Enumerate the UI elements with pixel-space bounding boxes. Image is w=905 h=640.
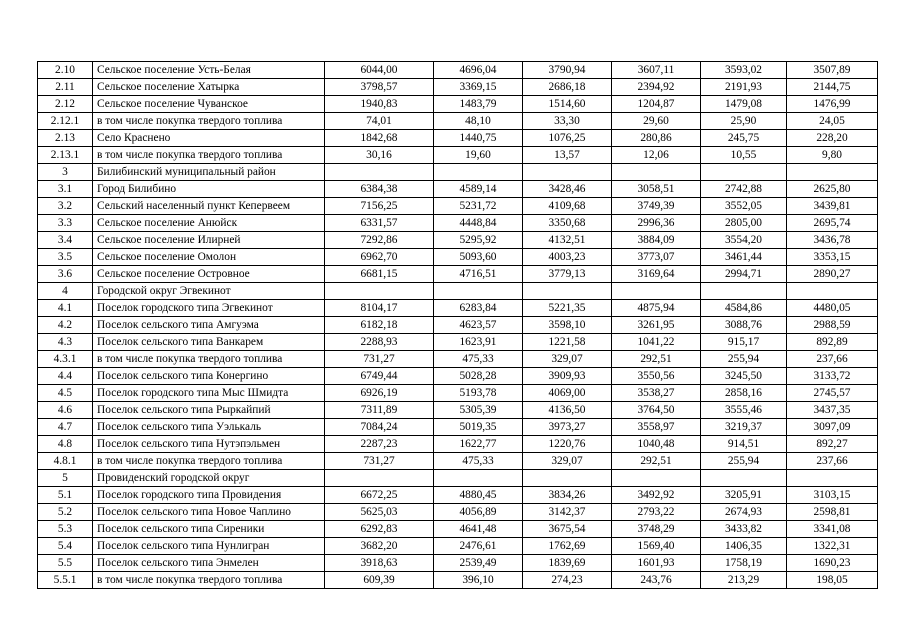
row-number-cell: 4.8.1 <box>38 453 93 470</box>
value-cell-4: 3884,09 <box>612 232 701 249</box>
table-row <box>38 300 878 317</box>
value-cell-6: 3437,35 <box>787 402 878 419</box>
value-cell-6: 237,66 <box>787 351 878 368</box>
value-cell-6 <box>787 164 878 181</box>
value-cell-3: 274,23 <box>523 572 612 589</box>
value-cell-3 <box>523 283 612 300</box>
table-row <box>38 572 878 589</box>
value-cell-2: 1483,79 <box>434 96 523 113</box>
table-row <box>38 147 878 164</box>
value-cell-3: 329,07 <box>523 351 612 368</box>
value-cell-2: 5295,92 <box>434 232 523 249</box>
row-number-cell: 2.13.1 <box>38 147 93 164</box>
settlement-name-cell: в том числе покупка твердого топлива <box>93 147 325 164</box>
value-cell-5: 213,29 <box>701 572 787 589</box>
value-cell-4 <box>612 283 701 300</box>
value-cell-6: 3353,15 <box>787 249 878 266</box>
value-cell-6: 3341,08 <box>787 521 878 538</box>
value-cell-4: 1204,87 <box>612 96 701 113</box>
value-cell-5: 3205,91 <box>701 487 787 504</box>
value-cell-3 <box>523 164 612 181</box>
settlement-name-cell: Поселок сельского типа Сиреники <box>93 521 325 538</box>
value-cell-5: 915,17 <box>701 334 787 351</box>
value-cell-5: 255,94 <box>701 351 787 368</box>
value-cell-3: 1220,76 <box>523 436 612 453</box>
value-cell-4: 3749,39 <box>612 198 701 215</box>
row-number-cell: 3.6 <box>38 266 93 283</box>
table-row <box>38 164 878 181</box>
value-cell-3: 3598,10 <box>523 317 612 334</box>
value-cell-5: 3552,05 <box>701 198 787 215</box>
value-cell-5: 2674,93 <box>701 504 787 521</box>
value-cell-4: 1569,40 <box>612 538 701 555</box>
value-cell-2: 5028,28 <box>434 368 523 385</box>
value-cell-2 <box>434 283 523 300</box>
value-cell-2: 4589,14 <box>434 181 523 198</box>
value-cell-2: 4641,48 <box>434 521 523 538</box>
value-cell-1 <box>325 470 434 487</box>
row-number-cell: 3 <box>38 164 93 181</box>
value-cell-6: 198,05 <box>787 572 878 589</box>
value-cell-1: 6182,18 <box>325 317 434 334</box>
value-cell-4: 3538,27 <box>612 385 701 402</box>
value-cell-2: 5019,35 <box>434 419 523 436</box>
value-cell-1: 74,01 <box>325 113 434 130</box>
settlement-name-cell: Поселок городского типа Эгвекинот <box>93 300 325 317</box>
settlement-name-cell: Сельское поселение Хатырка <box>93 79 325 96</box>
settlement-name-cell: Сельское поселение Усть-Белая <box>93 62 325 79</box>
table-row <box>38 113 878 130</box>
value-cell-5: 1758,19 <box>701 555 787 572</box>
value-cell-1 <box>325 164 434 181</box>
value-cell-6: 892,89 <box>787 334 878 351</box>
value-cell-6: 892,27 <box>787 436 878 453</box>
value-cell-3: 1514,60 <box>523 96 612 113</box>
value-cell-4: 3261,95 <box>612 317 701 334</box>
value-cell-5: 914,51 <box>701 436 787 453</box>
value-cell-5: 2994,71 <box>701 266 787 283</box>
row-number-cell: 4.3 <box>38 334 93 351</box>
value-cell-4: 2996,36 <box>612 215 701 232</box>
value-cell-6: 2144,75 <box>787 79 878 96</box>
value-cell-4: 3748,29 <box>612 521 701 538</box>
value-cell-3: 3428,46 <box>523 181 612 198</box>
value-cell-5: 2191,93 <box>701 79 787 96</box>
table-row <box>38 555 878 572</box>
value-cell-3: 5221,35 <box>523 300 612 317</box>
value-cell-3: 4136,50 <box>523 402 612 419</box>
settlement-name-cell: Провиденский городской округ <box>93 470 325 487</box>
settlement-name-cell: Город Билибино <box>93 181 325 198</box>
row-number-cell: 4 <box>38 283 93 300</box>
value-cell-4: 292,51 <box>612 351 701 368</box>
row-number-cell: 2.10 <box>38 62 93 79</box>
settlement-name-cell: Сельское поселение Илирней <box>93 232 325 249</box>
value-cell-3: 3790,94 <box>523 62 612 79</box>
row-number-cell: 5.1 <box>38 487 93 504</box>
value-cell-5: 3088,76 <box>701 317 787 334</box>
settlement-name-cell: Поселок сельского типа Конергино <box>93 368 325 385</box>
table-row <box>38 521 878 538</box>
settlement-name-cell: Сельское поселение Чуванское <box>93 96 325 113</box>
settlement-name-cell: в том числе покупка твердого топлива <box>93 572 325 589</box>
settlement-name-cell: в том числе покупка твердого топлива <box>93 351 325 368</box>
value-cell-2: 4880,45 <box>434 487 523 504</box>
value-cell-4: 3169,64 <box>612 266 701 283</box>
value-cell-3: 329,07 <box>523 453 612 470</box>
value-cell-5: 3245,50 <box>701 368 787 385</box>
value-cell-4: 3764,50 <box>612 402 701 419</box>
value-cell-2: 5231,72 <box>434 198 523 215</box>
value-cell-4: 243,76 <box>612 572 701 589</box>
value-cell-4: 29,60 <box>612 113 701 130</box>
value-cell-1: 609,39 <box>325 572 434 589</box>
table-row <box>38 385 878 402</box>
value-cell-2: 4056,89 <box>434 504 523 521</box>
value-cell-2: 4696,04 <box>434 62 523 79</box>
table-row <box>38 334 878 351</box>
value-cell-2: 3369,15 <box>434 79 523 96</box>
value-cell-4: 3558,97 <box>612 419 701 436</box>
value-cell-3: 3779,13 <box>523 266 612 283</box>
settlement-name-cell: Поселок сельского типа Уэлькаль <box>93 419 325 436</box>
value-cell-4: 3058,51 <box>612 181 701 198</box>
value-cell-4: 3492,92 <box>612 487 701 504</box>
value-cell-4: 1601,93 <box>612 555 701 572</box>
value-cell-4: 1041,22 <box>612 334 701 351</box>
value-cell-1: 6384,38 <box>325 181 434 198</box>
table-row <box>38 79 878 96</box>
table-row <box>38 453 878 470</box>
value-cell-2 <box>434 164 523 181</box>
value-cell-2: 48,10 <box>434 113 523 130</box>
value-cell-1: 7292,86 <box>325 232 434 249</box>
settlement-name-cell: Поселок сельского типа Нунлигран <box>93 538 325 555</box>
value-cell-6: 2695,74 <box>787 215 878 232</box>
value-cell-4: 3773,07 <box>612 249 701 266</box>
value-cell-1: 3798,57 <box>325 79 434 96</box>
value-cell-5: 3433,82 <box>701 521 787 538</box>
settlement-name-cell: Поселок сельского типа Амгуэма <box>93 317 325 334</box>
value-cell-1: 5625,03 <box>325 504 434 521</box>
table-row <box>38 402 878 419</box>
row-number-cell: 4.6 <box>38 402 93 419</box>
value-cell-1: 6681,15 <box>325 266 434 283</box>
value-cell-1 <box>325 283 434 300</box>
table-row <box>38 419 878 436</box>
value-cell-2: 5093,60 <box>434 249 523 266</box>
table-row <box>38 62 878 79</box>
value-cell-5: 3554,20 <box>701 232 787 249</box>
value-cell-6: 2598,81 <box>787 504 878 521</box>
settlement-name-cell: Село Краснено <box>93 130 325 147</box>
value-cell-2: 4716,51 <box>434 266 523 283</box>
value-cell-2: 4448,84 <box>434 215 523 232</box>
value-cell-1: 30,16 <box>325 147 434 164</box>
row-number-cell: 4.5 <box>38 385 93 402</box>
row-number-cell: 4.8 <box>38 436 93 453</box>
row-number-cell: 3.3 <box>38 215 93 232</box>
value-cell-1: 6331,57 <box>325 215 434 232</box>
row-number-cell: 4.7 <box>38 419 93 436</box>
value-cell-5: 245,75 <box>701 130 787 147</box>
row-number-cell: 3.2 <box>38 198 93 215</box>
value-cell-6: 3097,09 <box>787 419 878 436</box>
value-cell-2: 1623,91 <box>434 334 523 351</box>
value-cell-3 <box>523 470 612 487</box>
value-cell-5: 3461,44 <box>701 249 787 266</box>
value-cell-3: 3142,37 <box>523 504 612 521</box>
value-cell-3: 33,30 <box>523 113 612 130</box>
table-row <box>38 266 878 283</box>
value-cell-2: 19,60 <box>434 147 523 164</box>
value-cell-2: 5193,78 <box>434 385 523 402</box>
value-cell-1: 6672,25 <box>325 487 434 504</box>
value-cell-6: 237,66 <box>787 453 878 470</box>
value-cell-6: 228,20 <box>787 130 878 147</box>
row-number-cell: 2.13 <box>38 130 93 147</box>
value-cell-4: 2394,92 <box>612 79 701 96</box>
value-cell-2: 1440,75 <box>434 130 523 147</box>
table-row <box>38 487 878 504</box>
table-row <box>38 317 878 334</box>
value-cell-1: 731,27 <box>325 351 434 368</box>
value-cell-6: 2890,27 <box>787 266 878 283</box>
value-cell-5: 3555,46 <box>701 402 787 419</box>
value-cell-3: 4132,51 <box>523 232 612 249</box>
value-cell-6 <box>787 283 878 300</box>
row-number-cell: 2.12 <box>38 96 93 113</box>
value-cell-1: 6926,19 <box>325 385 434 402</box>
value-cell-6: 1690,23 <box>787 555 878 572</box>
value-cell-6: 3436,78 <box>787 232 878 249</box>
value-cell-2: 396,10 <box>434 572 523 589</box>
value-cell-2: 5305,39 <box>434 402 523 419</box>
table-row <box>38 198 878 215</box>
value-cell-4: 12,06 <box>612 147 701 164</box>
settlement-name-cell: Поселок городского типа Провидения <box>93 487 325 504</box>
table-body <box>38 62 878 589</box>
table-row <box>38 538 878 555</box>
row-number-cell: 5.5.1 <box>38 572 93 589</box>
table-row <box>38 96 878 113</box>
value-cell-1: 2288,93 <box>325 334 434 351</box>
value-cell-5: 2858,16 <box>701 385 787 402</box>
value-cell-3: 4109,68 <box>523 198 612 215</box>
value-cell-3: 4069,00 <box>523 385 612 402</box>
row-number-cell: 3.5 <box>38 249 93 266</box>
value-cell-5 <box>701 283 787 300</box>
value-cell-1: 6749,44 <box>325 368 434 385</box>
row-number-cell: 5.4 <box>38 538 93 555</box>
value-cell-1: 6292,83 <box>325 521 434 538</box>
value-cell-1: 2287,23 <box>325 436 434 453</box>
value-cell-3: 13,57 <box>523 147 612 164</box>
settlement-name-cell: Сельское поселение Островное <box>93 266 325 283</box>
value-cell-2: 6283,84 <box>434 300 523 317</box>
settlement-name-cell: Билибинский муниципальный район <box>93 164 325 181</box>
value-cell-1: 8104,17 <box>325 300 434 317</box>
settlement-name-cell: Поселок городского типа Мыс Шмидта <box>93 385 325 402</box>
value-cell-6: 2988,59 <box>787 317 878 334</box>
table-row <box>38 283 878 300</box>
table-row <box>38 215 878 232</box>
settlement-name-cell: Поселок сельского типа Рыркайпий <box>93 402 325 419</box>
table-row <box>38 181 878 198</box>
value-cell-1: 3682,20 <box>325 538 434 555</box>
row-number-cell: 5 <box>38 470 93 487</box>
row-number-cell: 3.4 <box>38 232 93 249</box>
value-cell-3: 1076,25 <box>523 130 612 147</box>
value-cell-3: 3834,26 <box>523 487 612 504</box>
settlement-name-cell: в том числе покупка твердого топлива <box>93 113 325 130</box>
value-cell-4: 2793,22 <box>612 504 701 521</box>
value-cell-1: 1940,83 <box>325 96 434 113</box>
value-cell-3: 1839,69 <box>523 555 612 572</box>
value-cell-5: 2805,00 <box>701 215 787 232</box>
value-cell-6: 3133,72 <box>787 368 878 385</box>
value-cell-1: 7084,24 <box>325 419 434 436</box>
settlement-name-cell: Городской округ Эгвекинот <box>93 283 325 300</box>
value-cell-2 <box>434 470 523 487</box>
value-cell-6: 24,05 <box>787 113 878 130</box>
value-cell-1: 6962,70 <box>325 249 434 266</box>
value-cell-6 <box>787 470 878 487</box>
value-cell-1: 731,27 <box>325 453 434 470</box>
row-number-cell: 5.5 <box>38 555 93 572</box>
value-cell-4 <box>612 164 701 181</box>
settlement-name-cell: в том числе покупка твердого топлива <box>93 453 325 470</box>
row-number-cell: 4.4 <box>38 368 93 385</box>
value-cell-4: 1040,48 <box>612 436 701 453</box>
value-cell-4: 3550,56 <box>612 368 701 385</box>
value-cell-6: 3103,15 <box>787 487 878 504</box>
settlement-name-cell: Поселок сельского типа Энмелен <box>93 555 325 572</box>
table-row <box>38 130 878 147</box>
value-cell-4: 3607,11 <box>612 62 701 79</box>
table-row <box>38 470 878 487</box>
value-cell-6: 3439,81 <box>787 198 878 215</box>
value-cell-5: 255,94 <box>701 453 787 470</box>
value-cell-3: 2686,18 <box>523 79 612 96</box>
value-cell-4: 292,51 <box>612 453 701 470</box>
settlement-name-cell: Поселок сельского типа Нутэпэльмен <box>93 436 325 453</box>
value-cell-5: 25,90 <box>701 113 787 130</box>
data-table <box>37 61 878 589</box>
value-cell-2: 4623,57 <box>434 317 523 334</box>
value-cell-5 <box>701 164 787 181</box>
value-cell-2: 1622,77 <box>434 436 523 453</box>
value-cell-6: 1322,31 <box>787 538 878 555</box>
value-cell-3: 3350,68 <box>523 215 612 232</box>
table-row <box>38 368 878 385</box>
table-row <box>38 504 878 521</box>
value-cell-6: 9,80 <box>787 147 878 164</box>
value-cell-3: 3909,93 <box>523 368 612 385</box>
value-cell-5: 3593,02 <box>701 62 787 79</box>
value-cell-5 <box>701 470 787 487</box>
value-cell-3: 4003,23 <box>523 249 612 266</box>
value-cell-3: 3973,27 <box>523 419 612 436</box>
table-row <box>38 436 878 453</box>
row-number-cell: 3.1 <box>38 181 93 198</box>
value-cell-1: 1842,68 <box>325 130 434 147</box>
settlement-name-cell: Поселок сельского типа Новое Чаплино <box>93 504 325 521</box>
value-cell-3: 1221,58 <box>523 334 612 351</box>
value-cell-5: 1406,35 <box>701 538 787 555</box>
value-cell-4 <box>612 470 701 487</box>
value-cell-6: 2625,80 <box>787 181 878 198</box>
row-number-cell: 2.12.1 <box>38 113 93 130</box>
row-number-cell: 4.3.1 <box>38 351 93 368</box>
value-cell-3: 1762,69 <box>523 538 612 555</box>
value-cell-6: 4480,05 <box>787 300 878 317</box>
value-cell-2: 475,33 <box>434 453 523 470</box>
row-number-cell: 5.2 <box>38 504 93 521</box>
value-cell-2: 475,33 <box>434 351 523 368</box>
value-cell-1: 3918,63 <box>325 555 434 572</box>
value-cell-6: 1476,99 <box>787 96 878 113</box>
value-cell-2: 2476,61 <box>434 538 523 555</box>
table-row <box>38 232 878 249</box>
row-number-cell: 2.11 <box>38 79 93 96</box>
value-cell-5: 1479,08 <box>701 96 787 113</box>
row-number-cell: 5.3 <box>38 521 93 538</box>
settlement-name-cell: Сельское поселение Омолон <box>93 249 325 266</box>
value-cell-4: 280,86 <box>612 130 701 147</box>
row-number-cell: 4.2 <box>38 317 93 334</box>
value-cell-6: 3507,89 <box>787 62 878 79</box>
settlement-name-cell: Сельское поселение Анюйск <box>93 215 325 232</box>
value-cell-1: 6044,00 <box>325 62 434 79</box>
value-cell-4: 4875,94 <box>612 300 701 317</box>
row-number-cell: 4.1 <box>38 300 93 317</box>
value-cell-1: 7156,25 <box>325 198 434 215</box>
value-cell-6: 2745,57 <box>787 385 878 402</box>
value-cell-5: 2742,88 <box>701 181 787 198</box>
value-cell-5: 4584,86 <box>701 300 787 317</box>
value-cell-5: 3219,37 <box>701 419 787 436</box>
table-row <box>38 351 878 368</box>
value-cell-3: 3675,54 <box>523 521 612 538</box>
settlement-name-cell: Сельский населенный пункт Кепервеем <box>93 198 325 215</box>
value-cell-2: 2539,49 <box>434 555 523 572</box>
value-cell-5: 10,55 <box>701 147 787 164</box>
table-row <box>38 249 878 266</box>
settlement-name-cell: Поселок сельского типа Ванкарем <box>93 334 325 351</box>
value-cell-1: 7311,89 <box>325 402 434 419</box>
